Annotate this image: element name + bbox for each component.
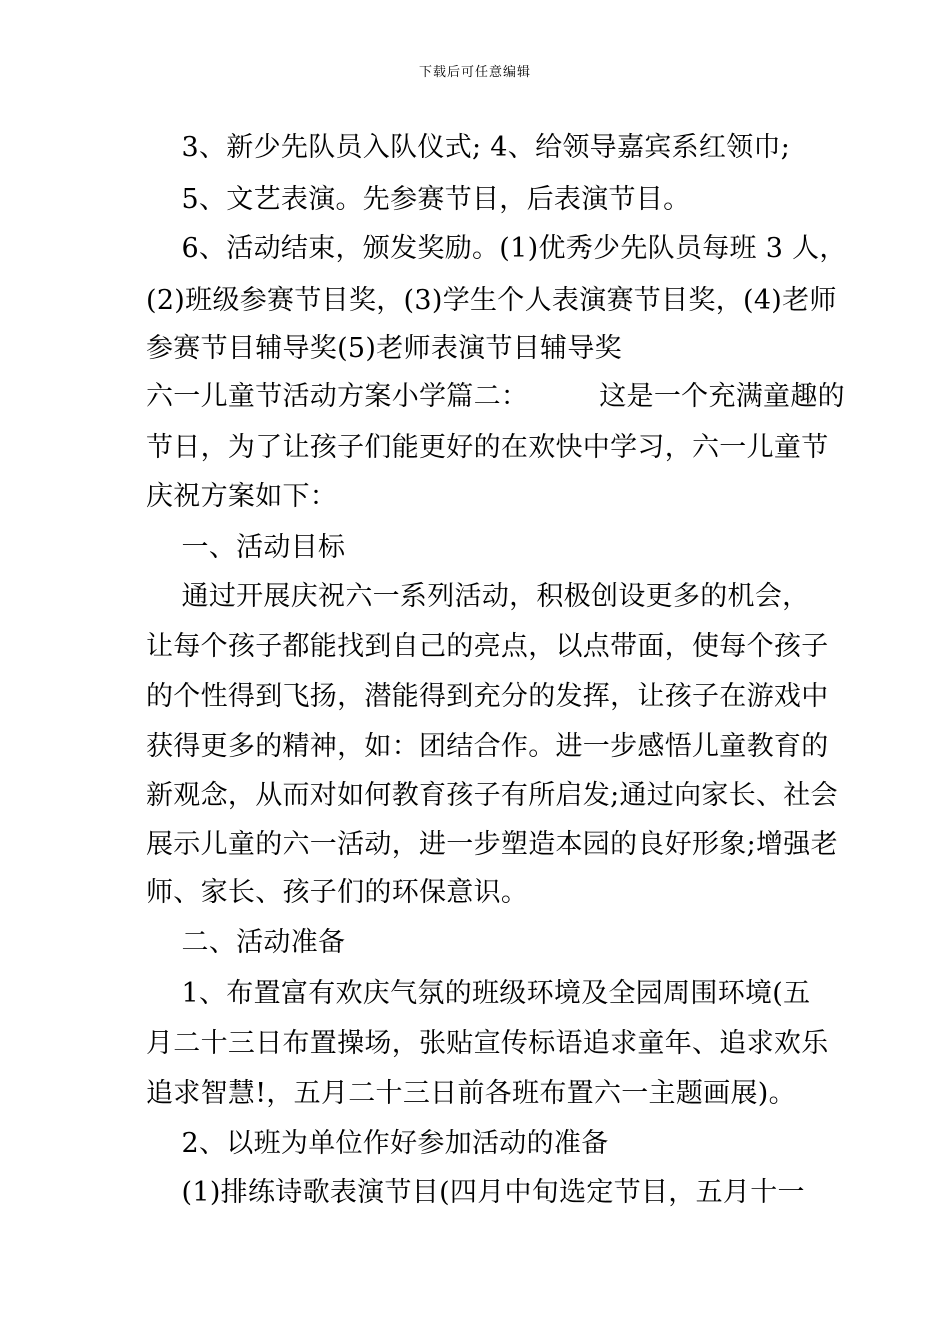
- text-line: 让每个孩子都能找到自己的亮点，以点带面，使每个孩子: [146, 631, 829, 662]
- text-line: 追求智慧!，五月二十三日前各班布置六一主题画展)。: [146, 1078, 796, 1109]
- text-line: 5、文艺表演。先参赛节目，后表演节目。: [146, 184, 691, 215]
- text-line: 通过开展庆祝六一系列活动，积极创设更多的机会，: [146, 581, 810, 612]
- page-header-note: 下载后可任意编辑: [418, 65, 531, 80]
- text-line: (1)排练诗歌表演节目(四月中旬选定节目，五月十一: [146, 1177, 805, 1208]
- section-heading: 一、活动目标: [146, 532, 346, 563]
- text-line: 1、布置富有欢庆气氛的班级环境及全园周围环境(五: [146, 978, 811, 1009]
- text-line: 3、新少先队员入队仪式; 4、给领导嘉宾系红领巾;: [146, 132, 791, 163]
- text-line: 展示儿童的六一活动，进一步塑造本园的良好形象;增强老: [146, 829, 838, 860]
- text-line: 新观念，从而对如何教育孩子有所启发;通过向家长、社会: [146, 780, 838, 811]
- text-line: 6、活动结束，颁发奖励。(1)优秀少先队员每班 3 人，: [146, 233, 847, 264]
- text-line: 获得更多的精神，如：团结合作。进一步感悟儿童教育的: [146, 731, 829, 762]
- text-line: 六一儿童节活动方案小学篇二： 这是一个充满童趣的: [146, 381, 845, 412]
- text-line: 庆祝方案如下：: [146, 481, 338, 512]
- text-line: 2、以班为单位作好参加活动的准备: [146, 1128, 609, 1159]
- section-heading: 二、活动准备: [146, 927, 346, 958]
- text-line: 节日，为了让孩子们能更好的在欢快中学习，六一儿童节: [146, 432, 829, 463]
- text-line: 的个性得到飞扬，潜能得到充分的发挥，让孩子在游戏中: [146, 681, 829, 712]
- text-line: 月二十三日布置操场，张贴宣传标语追求童年、追求欢乐: [146, 1028, 829, 1059]
- text-line: (2)班级参赛节目奖，(3)学生个人表演赛节目奖，(4)老师: [146, 285, 837, 316]
- text-line: 师、家长、孩子们的环保意识。: [146, 877, 529, 908]
- text-line: 参赛节目辅导奖(5)老师表演节目辅导奖: [146, 333, 622, 364]
